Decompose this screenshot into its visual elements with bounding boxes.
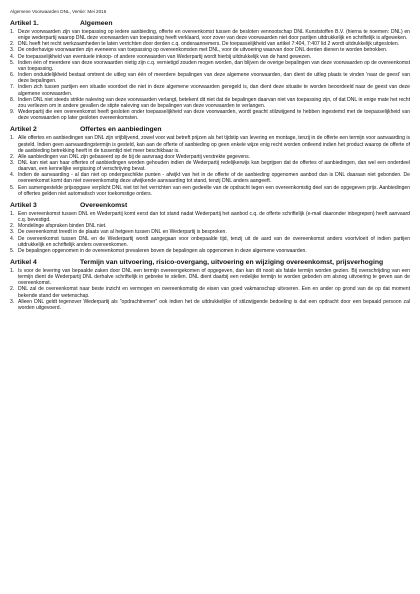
- clause-item: [10, 286, 410, 298]
- clause-number: 3.: [10, 298, 15, 305]
- article-label: Artikel 4: [10, 259, 37, 266]
- clause-text: De toepasselijkheid van eventuele inkoop- of andere voorwaarden van Wederpartij wordt hierbij uitdrukkelijk van de hand gewezen.: [18, 53, 312, 60]
- article-title: Algemeen: [80, 20, 113, 27]
- clause-text: De bepalingen opgenomen in de overeenkomst prevaleren boven de bepalingen als opgenomen in deze algemene voorwaarden.: [18, 247, 307, 254]
- article-title: Termijn van uitvoering, risico-overgang, uitvoering en wijziging overeenkomst, prijsverhoging: [80, 259, 384, 266]
- clause-item: [10, 135, 410, 153]
- clause-item: [10, 185, 410, 197]
- clause-text: De onderhavige voorwaarden zijn eveneens van toepassing op overeenkomsten met DNL, voor de uitvoering waarvan door DNL derden dienen te worden betrokken.: [18, 47, 388, 54]
- clause-number: 2.: [10, 41, 15, 48]
- clause-number: 6.: [10, 72, 15, 79]
- article-title: Overeenkomst: [80, 201, 128, 209]
- clause-text: De overeenkomst tussen DNL en de Wederpartij wordt aangegaan voor onbepaalde tijd, tenzij uit de aard van de overeenkomst anders voortvloeit of indien partijen uitdrukkelijk en schriftelijk anders overeenkomen.: [18, 235, 410, 248]
- clause-item: [10, 160, 410, 172]
- clause-list: [10, 135, 410, 197]
- clause-item: [10, 60, 410, 72]
- clause-text: Indien onduidelijkheid bestaat omtrent de uitleg van één of meerdere bepalingen van deze algemene voorwaarden, dan dient de uitleg plaats te vinden 'naar de geest' van deze bepalingen.: [18, 72, 410, 85]
- clause-text: Is voor de levering van bepaalde zaken door DNL een termijn overeengekomen of opgegeven, dan kan dit nooit als fatale termijn worden gezien. Bij overschrijding van een termijn dient de Wederpartij DNL derhalve schriftelijk in gebreke te stellen. DNL dient daarbij een redelijke termijn te worden geboden om alsnog uitvoering te geven aan de overeenkomst.: [18, 268, 410, 287]
- clause-text: DNL heeft het recht werkzaamheden te laten verrichten door derden c.q. onderaannemers. De toepasselijkheid van artikel 7:404, 7:407 lid 2 wordt uitdrukkelijk uitgesloten.: [18, 41, 400, 48]
- clause-number: 8.: [10, 96, 15, 103]
- clause-number: 2.: [10, 153, 15, 160]
- clause-item: [10, 248, 410, 254]
- clause-list: [10, 268, 410, 311]
- document-header: Algemene Voorwaarden DNL, Versie: Mei 2016: [10, 9, 107, 14]
- clause-text: Mondelinge afspraken binden DNL niet.: [18, 223, 107, 230]
- clause-list: [10, 211, 410, 254]
- articles-container: [10, 20, 410, 311]
- clause-text: Indien zich tussen partijen een situatie voordoet die niet in deze algemene voorwaarden geregeld is, dan dient deze situatie te worden beoordeeld naar de geest van deze algemene voorwaarden.: [18, 84, 410, 97]
- clause-text: De overeenkomst treedt in de plaats van al hetgeen tussen DNL en Wederpartij is besproken.: [18, 229, 227, 236]
- clause-item: [10, 299, 410, 311]
- clause-item: [10, 268, 410, 286]
- clause-text: Een overeenkomst tussen DNL en Wederpartij komt eerst dan tot stand nadat Wederpartij het aanbod c.q. de offerte schriftelijk (e-mail daaronder inbegrepen) heeft aanvaard c.q. bevestigd.: [18, 210, 410, 224]
- clause-text: Alle offertes en aanbiedingen van DNL zijn vrijblijvend, zowel voor wat betreft prijzen als het tijdstip van levering en montage, tenzij in de offerte een termijn voor aanvaarding is gesteld. Indien geen aanvaardingstermijn is gesteld, kan aan de offerte of aanbieding op geen enkele wijze enig recht worden ontleend indien het product waarop de offerte of de aanbieding betrekking heeft in de tussentijd niet meer beschikbaar is.: [18, 135, 410, 154]
- clause-text: Alleen DNL geldt tegenover Wederpartij als "opdrachtnemer" ook indien het de uitdrukkelijke of stilzwijgende bedoeling is dat een opdracht door een bepaald persoon zal worden uitgevoerd.: [18, 298, 410, 311]
- clause-item: [10, 236, 410, 248]
- article-title: Offertes en aanbiedingen: [80, 126, 162, 134]
- clause-item: [10, 72, 410, 84]
- clause-text: DNL zal de overeenkomst naar beste inzicht en vermogen en overeenkomstig de eisen van goed vakmanschap uitvoeren. Een en ander op grond van de op dat moment bekende stand der wetenschap.: [18, 286, 410, 299]
- clause-number: 2.: [10, 286, 15, 293]
- clause-text: Indien DNL niet steeds strikte naleving van deze voorwaarden verlangt, betekent dit niet dat de bepalingen daarvan niet van toepassing zijn, of dat DNL in enige mate het recht zou verliezen om in andere gevallen de stipte naleving van de bepalingen van deze voorwaarden te verlangen.: [18, 96, 410, 109]
- clause-number: 4.: [10, 235, 15, 242]
- article-label: Artikel 3: [10, 201, 37, 209]
- clause-text: Indien één of meerdere van deze voorwaarden nietig zijn c.q. vernietigd zouden mogen worden, dan blijven de overige bepalingen van deze voorwaarden op de overeenkomst van toepassing.: [18, 59, 410, 72]
- clause-text: Indien de aanvaarding - al dan niet op ondergeschikte punten - afwijkt van het in de offerte of de aanbieding opgenomen aanbod dan is DNL daaraan niet gebonden. De overeenkomst komt dan niet overeenkomstig deze afwijkende aanvaarding tot stand, tenzij DNL anders aangeeft.: [18, 172, 410, 185]
- clause-number: 5.: [10, 184, 15, 191]
- clause-item: [10, 211, 410, 223]
- clause-item: [10, 29, 410, 41]
- article-heading: [10, 20, 410, 28]
- clause-text: Alle aanbiedingen van DNL zijn gebaseerd op de bij de aanvraag door Wederpartij verstrekte gegevens.: [18, 153, 251, 160]
- clause-number: 2.: [10, 223, 15, 230]
- clause-item: [10, 109, 410, 121]
- clause-list: [10, 29, 410, 121]
- clause-number: 5.: [10, 247, 15, 254]
- clause-number: 4.: [10, 53, 15, 60]
- clause-number: 1.: [10, 135, 15, 142]
- clause-text: Een samengestelde prijsopgave verplicht DNL niet tot het verrichten van een gedeelte van de opdracht tegen een overeenkomstig deel van de opgegeven prijs. Aanbiedingen of offertes gelden niet automatisch voor toekomstige orders.: [18, 184, 410, 197]
- article-heading: [10, 202, 410, 210]
- clause-number: 1.: [10, 210, 15, 217]
- clause-number: 3.: [10, 47, 15, 54]
- clause-number: 4.: [10, 172, 15, 179]
- article-heading: [10, 259, 410, 267]
- clause-text: Deze voorwaarden zijn van toepassing op iedere aanbieding, offerte en overeenkomst tussen de besloten vennootschap DNL Kunststoffen B.V. (hierna te noemen: DNL) en enige wederpartij waarop DNL deze voorwaarden van toepassing heeft verklaard, voor zover van deze voorwaarden niet door partijen uitdrukkelijk en schriftelijk is afgeweken.: [18, 29, 410, 42]
- clause-item: [10, 97, 410, 109]
- clause-text: DNL kan niet aan haar offertes of aanbiedingen worden gehouden indien de Wederpartij redelijkerwijs kan begrijpen dat de offertes of aanbiedingen, dan wel een onderdeel daarvan, een kennelijke vergissing of verschrijving bevat.: [18, 159, 410, 173]
- clause-number: 3.: [10, 159, 15, 166]
- clause-text: Wederpartij die een overeenkomst heeft gesloten onder toepasselijkheid van deze voorwaarden, wordt geacht stilzwijgend te hebben ingestemd met de toepasselijkheid van deze voorwaarden op later gesloten overeenkomsten.: [18, 109, 410, 122]
- article-label: Artikel 2: [10, 126, 37, 134]
- clause-number: 1.: [10, 29, 15, 35]
- clause-number: 9.: [10, 109, 15, 116]
- clause-number: 7.: [10, 84, 15, 91]
- article-heading: [10, 126, 410, 134]
- clause-number: 3.: [10, 229, 15, 236]
- clause-number: 1.: [10, 268, 15, 274]
- clause-item: [10, 84, 410, 96]
- clause-number: 5.: [10, 59, 15, 66]
- article-label: Artikel 1.: [10, 20, 39, 27]
- clause-item: [10, 172, 410, 184]
